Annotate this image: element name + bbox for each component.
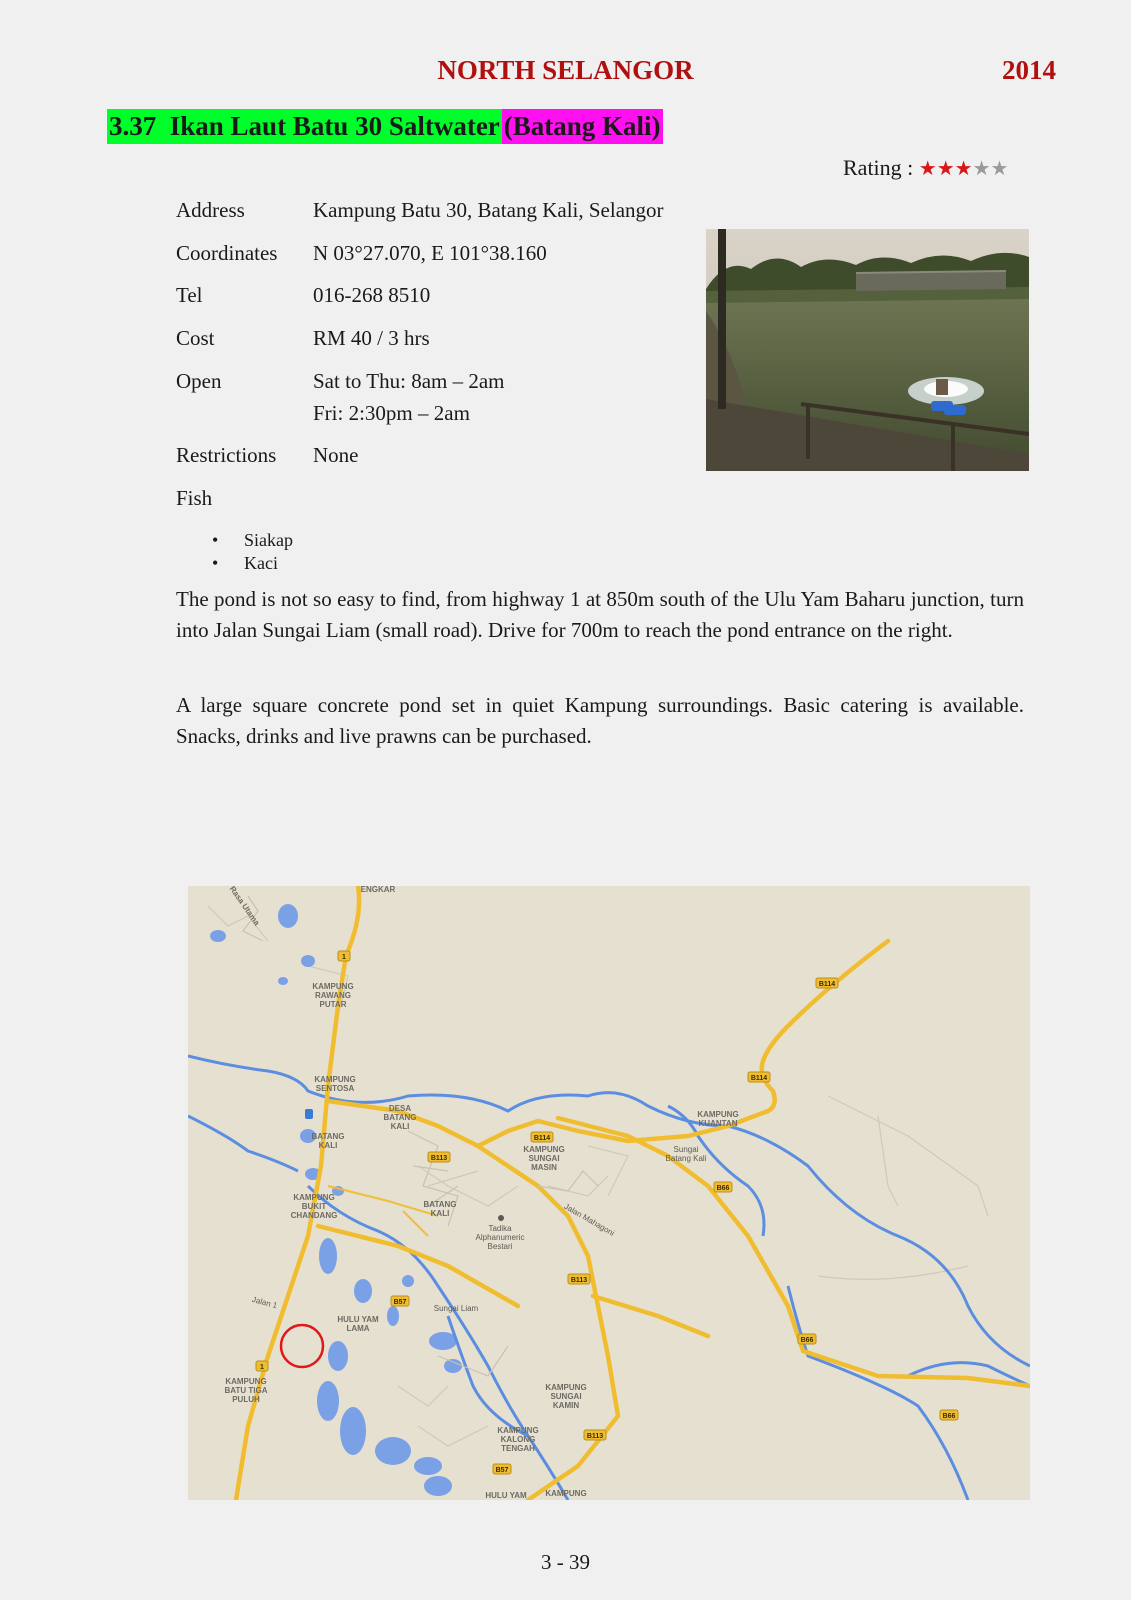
map-label-batu-tiga-1: KAMPUNG xyxy=(225,1377,267,1386)
restrictions-value: None xyxy=(313,443,359,467)
map-label-kamin-2: SUNGAI xyxy=(550,1392,582,1401)
svg-text:1: 1 xyxy=(260,1364,264,1371)
road-shield-b57 xyxy=(391,1296,409,1306)
svg-text:B57: B57 xyxy=(495,1467,509,1474)
open-hours-line1: Sat to Thu: 8am – 2am xyxy=(313,369,505,393)
cost-label: Cost xyxy=(176,326,215,350)
map-label-sungai-bk-2: Batang Kali xyxy=(665,1154,707,1163)
fish-item: • Siakap xyxy=(212,529,293,552)
map-label-sungai-masin-1: KAMPUNG xyxy=(523,1145,565,1154)
section-location: (Batang Kali) xyxy=(502,109,663,144)
map-label-sungai-bk-1: Sungai xyxy=(673,1145,699,1154)
map-label-desa-2: BATANG xyxy=(383,1113,417,1122)
map-label-tadika-3: Bestari xyxy=(487,1242,513,1251)
map-label-sungai-liam: Sungai Liam xyxy=(433,1304,479,1313)
svg-text:B114: B114 xyxy=(818,981,836,988)
svg-text:1: 1 xyxy=(342,954,346,961)
map-label-sungai-masin-3: MASIN xyxy=(531,1163,557,1172)
section-heading xyxy=(107,109,663,144)
section-number: 3.37 xyxy=(109,111,157,141)
road-shield-b113 xyxy=(428,1152,450,1162)
map-label-hulu-yam-lama-2: LAMA xyxy=(346,1324,370,1333)
map-label-rawang-putar-1: KAMPUNG xyxy=(312,982,354,991)
road-shield-b114 xyxy=(748,1072,770,1082)
open-hours-line2: Fri: 2:30pm – 2am xyxy=(313,401,470,425)
map-label-tadika-1: Tadika xyxy=(488,1224,512,1233)
map-label-sentosa-2: SENTOSA xyxy=(315,1084,355,1093)
road-shield-b66 xyxy=(798,1334,816,1344)
open-label: Open xyxy=(176,369,222,393)
star-filled-icon: ★ xyxy=(918,158,937,180)
page-header-title: NORTH SELANGOR xyxy=(437,55,694,85)
tel-label: Tel xyxy=(176,283,203,307)
map-label-sungai-masin-2: SUNGAI xyxy=(528,1154,560,1163)
map-label-rawang-putar-2: RAWANG xyxy=(315,991,351,1000)
road-shield-b66 xyxy=(714,1182,732,1192)
fish-label: Fish xyxy=(176,486,213,510)
map-label-bukit-1: KAMPUNG xyxy=(293,1193,335,1202)
road-shield-1 xyxy=(338,951,350,961)
road-shield-b114 xyxy=(531,1132,553,1142)
rating-stars xyxy=(919,155,1009,180)
road-shield-b113 xyxy=(584,1430,606,1440)
directions-paragraph: The pond is not so easy to find, from highway 1 at 850m south of the Ulu Yam Baharu junction, turn into Jalan Sungai Liam (small road). Drive for 700m to reach the pond entrance on the right. xyxy=(176,587,1024,642)
star-empty-icon: ★ xyxy=(990,158,1009,180)
pond-photo xyxy=(706,229,1029,471)
map-label-hulu-yam-bottom: HULU YAM xyxy=(485,1491,527,1500)
description-paragraph: A large square concrete pond set in quiet Kampung surroundings. Basic catering is available. Snacks, drinks and live prawns can be purchased. xyxy=(176,693,1024,748)
map-label-desa-3: KALI xyxy=(390,1122,410,1131)
svg-text:B114: B114 xyxy=(750,1075,768,1082)
map-label-kalong-1: KAMPUNG xyxy=(497,1426,539,1435)
road-shield-b113 xyxy=(568,1274,590,1284)
address-value: Kampung Batu 30, Batang Kali, Selangor xyxy=(313,198,664,222)
address-label: Address xyxy=(176,198,245,222)
map-label-kuantan-2: KUANTAN xyxy=(698,1119,738,1128)
svg-text:B113: B113 xyxy=(570,1277,588,1284)
svg-text:B113: B113 xyxy=(586,1433,604,1440)
svg-text:B113: B113 xyxy=(430,1155,448,1162)
road-shield-1 xyxy=(256,1361,268,1371)
map-label-sentosa-1: KAMPUNG xyxy=(314,1075,356,1084)
map-label-batang-kali-2: KALI xyxy=(430,1209,450,1218)
section-title-highlight xyxy=(107,109,502,144)
rating xyxy=(843,155,1008,181)
map-label-tadika-2: Alphanumeric xyxy=(475,1233,525,1242)
star-filled-icon: ★ xyxy=(954,158,973,180)
location-map xyxy=(188,886,1030,1500)
road-shield-b66 xyxy=(940,1410,958,1420)
svg-text:B66: B66 xyxy=(716,1185,730,1192)
map-label-bukit-2: BUKIT xyxy=(301,1202,327,1211)
map-label-rawang-putar-3: PUTAR xyxy=(319,1000,347,1009)
map-label-hulu-yam-lama-1: HULU YAM xyxy=(337,1315,379,1324)
map-label-bk-1: BATANG xyxy=(311,1132,345,1141)
section-name: Ikan Laut Batu 30 Saltwater xyxy=(169,111,500,141)
road-shield-b57 xyxy=(493,1464,511,1474)
map-label-kalong-3: TENGAH xyxy=(501,1444,535,1453)
map-label-jalan-mahagoni: Jalan Mahagoni xyxy=(562,1201,616,1238)
map-label-batang-kali-1: BATANG xyxy=(423,1200,457,1209)
map-label-kamin-1: KAMPUNG xyxy=(545,1383,587,1392)
svg-text:B66: B66 xyxy=(800,1337,814,1344)
map-label-batu-tiga-2: BATU TIGA xyxy=(224,1386,268,1395)
page-number: 3 - 39 xyxy=(541,1550,590,1574)
coordinates-label: Coordinates xyxy=(176,241,278,265)
restrictions-label: Restrictions xyxy=(176,443,277,467)
map-label-kuantan-1: KAMPUNG xyxy=(697,1110,739,1119)
map-label-kamin-3: KAMIN xyxy=(552,1401,580,1410)
map-label-batu-tiga-3: PULUH xyxy=(232,1395,260,1404)
svg-text:B57: B57 xyxy=(393,1299,407,1306)
star-filled-icon: ★ xyxy=(936,158,955,180)
fish-item: • Kaci xyxy=(212,552,293,575)
rating-label: Rating : xyxy=(843,155,914,180)
map-label-desa-1: DESA xyxy=(388,1104,412,1113)
road-shield-b114 xyxy=(816,978,838,988)
map-label-kampung-bottom: KAMPUNG xyxy=(545,1489,587,1498)
svg-text:B66: B66 xyxy=(942,1413,956,1420)
map-label-bk-2: KALI xyxy=(318,1141,338,1150)
map-label-kalong-2: KALONG xyxy=(500,1435,536,1444)
star-empty-icon: ★ xyxy=(972,158,991,180)
map-label-engkar: ENGKAR xyxy=(360,886,396,894)
fish-list xyxy=(212,529,293,575)
map-label-jalan-1: Jalan 1 xyxy=(251,1294,279,1311)
tel-value: 016-268 8510 xyxy=(313,283,431,307)
map-label-bukit-3: CHANDANG xyxy=(290,1211,338,1220)
cost-value: RM 40 / 3 hrs xyxy=(313,326,430,350)
page-header-year: 2014 xyxy=(1002,55,1056,85)
coordinates-value: N 03°27.070, E 101°38.160 xyxy=(313,241,547,265)
svg-text:B114: B114 xyxy=(533,1135,551,1142)
